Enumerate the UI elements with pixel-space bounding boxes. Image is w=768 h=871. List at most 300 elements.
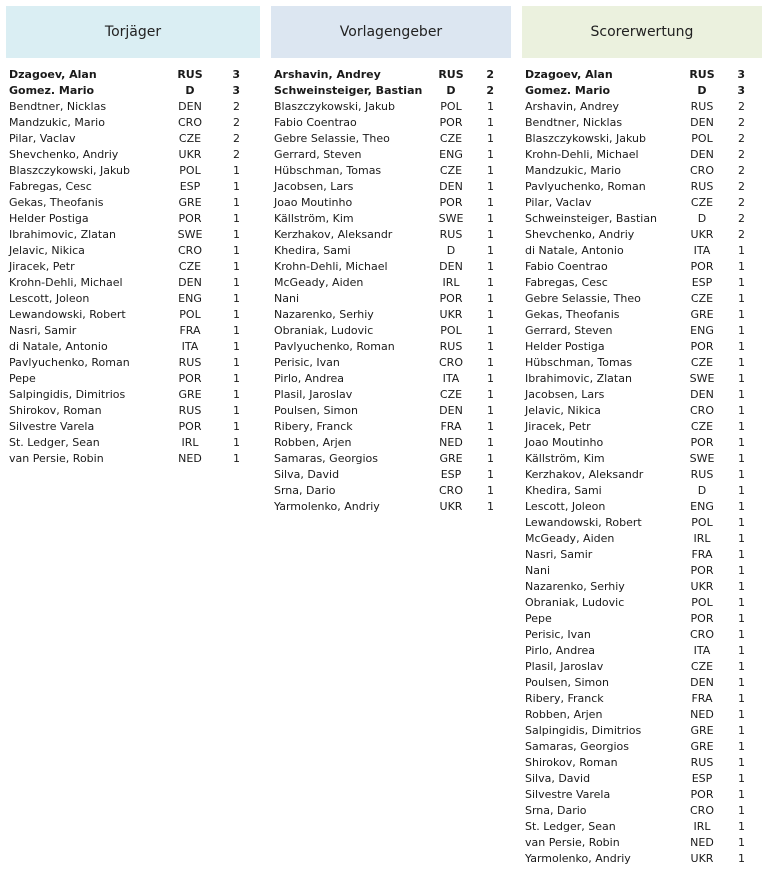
column-scorerwertung <box>522 6 762 867</box>
player-nation: RUS <box>439 228 463 241</box>
player-value: 1 <box>738 324 745 337</box>
player-nation: RUS <box>438 68 464 81</box>
player-row <box>522 243 762 259</box>
player-value: 1 <box>487 468 494 481</box>
player-row <box>522 643 762 659</box>
player-nation: DEN <box>690 388 714 401</box>
player-value: 2 <box>738 116 745 129</box>
player-name: Gebre Selassie, Theo <box>525 292 641 305</box>
player-nation: POL <box>440 100 462 113</box>
player-row <box>522 547 762 563</box>
player-row <box>271 483 511 499</box>
player-list <box>271 67 511 515</box>
player-nation: D <box>697 212 707 225</box>
player-nation: ESP <box>691 276 713 289</box>
player-row <box>522 499 762 515</box>
player-row <box>522 739 762 755</box>
player-name: Fabregas, Cesc <box>525 276 608 289</box>
player-list <box>522 67 762 867</box>
player-value: 1 <box>738 372 745 385</box>
player-row <box>522 579 762 595</box>
player-name: Khedira, Sami <box>274 244 351 257</box>
player-row <box>522 675 762 691</box>
player-nation: ITA <box>442 372 460 385</box>
player-nation: POR <box>439 196 463 209</box>
player-row <box>522 851 762 867</box>
player-nation: POR <box>178 212 202 225</box>
player-value: 1 <box>738 756 745 769</box>
player-value: 2 <box>738 148 745 161</box>
player-nation: FRA <box>691 548 713 561</box>
player-row <box>522 83 762 99</box>
player-nation: CZE <box>690 660 714 673</box>
player-name: Helder Postiga <box>9 212 89 225</box>
player-name: Pepe <box>525 612 552 625</box>
player-name: Yarmolenko, Andriy <box>525 852 631 865</box>
player-value: 1 <box>487 132 494 145</box>
player-value: 1 <box>233 420 240 433</box>
player-value: 1 <box>233 260 240 273</box>
player-value: 3 <box>232 84 240 97</box>
player-row <box>522 419 762 435</box>
player-row <box>522 659 762 675</box>
player-row <box>522 835 762 851</box>
player-value: 1 <box>738 612 745 625</box>
player-value: 1 <box>487 180 494 193</box>
player-name: Krohn-Dehli, Michael <box>9 276 123 289</box>
player-row <box>522 275 762 291</box>
player-value: 1 <box>487 116 494 129</box>
player-nation: D <box>446 244 456 257</box>
player-row <box>6 131 260 147</box>
player-name: Arshavin, Andrey <box>525 100 620 113</box>
player-row <box>6 387 260 403</box>
player-row <box>271 323 511 339</box>
player-nation: UKR <box>439 308 463 321</box>
player-nation: SWE <box>438 212 464 225</box>
player-name: Jacobsen, Lars <box>525 388 605 401</box>
player-name: Fabio Coentrao <box>274 116 357 129</box>
player-row <box>522 371 762 387</box>
player-name: Mandzukic, Mario <box>525 164 621 177</box>
player-row <box>271 67 511 83</box>
player-nation: D <box>185 84 195 97</box>
player-value: 1 <box>738 404 745 417</box>
player-row <box>522 259 762 275</box>
player-nation: POR <box>690 436 714 449</box>
player-name: Silva, David <box>274 468 340 481</box>
player-row <box>6 355 260 371</box>
player-row <box>6 83 260 99</box>
player-value: 1 <box>233 308 240 321</box>
player-nation: CZE <box>690 196 714 209</box>
player-row <box>522 467 762 483</box>
player-row <box>271 99 511 115</box>
player-nation: GRE <box>690 724 714 737</box>
player-nation: DEN <box>178 100 202 113</box>
player-row <box>271 163 511 179</box>
player-nation: RUS <box>690 180 714 193</box>
player-name: Pavlyuchenko, Roman <box>274 340 395 353</box>
player-nation: ITA <box>693 244 711 257</box>
player-nation: GRE <box>690 740 714 753</box>
player-row <box>271 291 511 307</box>
player-name: Obraniak, Ludovic <box>274 324 374 337</box>
player-nation: FRA <box>691 692 713 705</box>
player-name: Pirlo, Andrea <box>274 372 345 385</box>
player-row <box>6 323 260 339</box>
player-name: Poulsen, Simon <box>274 404 358 417</box>
player-nation: GRE <box>178 388 202 401</box>
player-nation: RUS <box>690 100 714 113</box>
player-name: Samaras, Georgios <box>525 740 630 753</box>
player-nation: RUS <box>439 340 463 353</box>
player-row <box>6 243 260 259</box>
player-row <box>522 403 762 419</box>
player-row <box>271 275 511 291</box>
player-name: Kerzhakov, Aleksandr <box>525 468 644 481</box>
player-row <box>522 163 762 179</box>
player-name: Nani <box>274 292 299 305</box>
player-nation: FRA <box>440 420 462 433</box>
player-nation: SWE <box>689 452 715 465</box>
player-name: Nazarenko, Serhiy <box>274 308 374 321</box>
player-value: 1 <box>738 436 745 449</box>
player-nation: DEN <box>439 404 463 417</box>
player-nation: GRE <box>690 308 714 321</box>
player-row <box>522 307 762 323</box>
player-nation: CZE <box>178 132 202 145</box>
player-nation: CRO <box>439 356 463 369</box>
player-nation: POR <box>690 260 714 273</box>
player-value: 1 <box>738 388 745 401</box>
player-value: 1 <box>233 228 240 241</box>
player-value: 1 <box>738 772 745 785</box>
player-name: Pilar, Vaclav <box>9 132 76 145</box>
player-nation: DEN <box>690 148 714 161</box>
player-name: Fabio Coentrao <box>525 260 608 273</box>
player-value: 2 <box>738 164 745 177</box>
player-nation: POR <box>690 788 714 801</box>
player-nation: UKR <box>690 580 714 593</box>
player-value: 3 <box>232 68 240 81</box>
player-row <box>522 211 762 227</box>
player-nation: NED <box>690 836 714 849</box>
player-name: Krohn-Dehli, Michael <box>274 260 388 273</box>
player-value: 1 <box>233 436 240 449</box>
player-name: Mandzukic, Mario <box>9 116 105 129</box>
player-value: 2 <box>738 100 745 113</box>
player-nation: D <box>697 84 707 97</box>
player-name: Blaszczykowski, Jakub <box>9 164 131 177</box>
player-row <box>6 227 260 243</box>
player-name: McGeady, Aiden <box>525 532 615 545</box>
player-name: Plasil, Jaroslav <box>525 660 604 673</box>
player-row <box>271 147 511 163</box>
player-nation: UKR <box>690 228 714 241</box>
player-name: Perisic, Ivan <box>274 356 340 369</box>
player-value: 2 <box>738 180 745 193</box>
player-value: 1 <box>738 596 745 609</box>
player-name: Gebre Selassie, Theo <box>274 132 390 145</box>
player-row <box>271 307 511 323</box>
player-value: 1 <box>487 228 494 241</box>
player-row <box>522 131 762 147</box>
player-value: 1 <box>738 852 745 865</box>
player-value: 1 <box>233 164 240 177</box>
player-nation: POL <box>691 132 713 145</box>
player-value: 2 <box>233 132 240 145</box>
player-name: Pirlo, Andrea <box>525 644 596 657</box>
player-value: 1 <box>233 292 240 305</box>
player-value: 1 <box>487 164 494 177</box>
player-row <box>271 403 511 419</box>
player-value: 1 <box>738 740 745 753</box>
player-name: Robben, Arjen <box>274 436 352 449</box>
player-name: Ribery, Franck <box>274 420 353 433</box>
player-nation: D <box>446 84 456 97</box>
player-nation: SWE <box>177 228 203 241</box>
player-name: Blaszczykowski, Jakub <box>525 132 647 145</box>
player-value: 1 <box>738 724 745 737</box>
player-nation: POR <box>439 116 463 129</box>
player-nation: NED <box>690 708 714 721</box>
player-row <box>6 371 260 387</box>
player-nation: CZE <box>178 260 202 273</box>
player-row <box>522 611 762 627</box>
player-value: 1 <box>738 260 745 273</box>
player-value: 1 <box>738 340 745 353</box>
player-nation: POL <box>691 596 713 609</box>
player-nation: CRO <box>178 244 202 257</box>
player-name: Pavlyuchenko, Roman <box>525 180 646 193</box>
player-name: Hübschman, Tomas <box>525 356 633 369</box>
player-row <box>522 819 762 835</box>
player-name: Bendtner, Nicklas <box>525 116 623 129</box>
player-nation: POL <box>179 308 201 321</box>
player-row <box>6 179 260 195</box>
player-row <box>522 147 762 163</box>
player-name: Silvestre Varela <box>525 788 611 801</box>
player-name: Källström, Kim <box>525 452 605 465</box>
player-nation: CRO <box>690 804 714 817</box>
player-row <box>271 419 511 435</box>
player-nation: CZE <box>439 388 463 401</box>
player-value: 3 <box>737 68 745 81</box>
player-row <box>6 435 260 451</box>
player-value: 1 <box>738 692 745 705</box>
player-value: 1 <box>487 196 494 209</box>
player-value: 1 <box>738 308 745 321</box>
player-nation: IRL <box>693 820 711 833</box>
player-name: Lescott, Joleon <box>9 292 90 305</box>
player-name: Gerrard, Steven <box>274 148 362 161</box>
player-name: Samaras, Georgios <box>274 452 379 465</box>
player-row <box>522 787 762 803</box>
player-name: Gerrard, Steven <box>525 324 613 337</box>
player-row <box>522 771 762 787</box>
player-row <box>271 435 511 451</box>
player-name: Pavlyuchenko, Roman <box>9 356 130 369</box>
player-value: 1 <box>738 244 745 257</box>
player-value: 1 <box>738 580 745 593</box>
player-name: van Persie, Robin <box>9 452 104 465</box>
player-name: Jacobsen, Lars <box>274 180 354 193</box>
player-nation: RUS <box>689 68 715 81</box>
player-value: 1 <box>738 548 745 561</box>
player-nation: RUS <box>690 756 714 769</box>
player-nation: RUS <box>178 404 202 417</box>
player-value: 2 <box>233 116 240 129</box>
player-name: Plasil, Jaroslav <box>274 388 353 401</box>
player-value: 2 <box>738 228 745 241</box>
player-row <box>522 355 762 371</box>
player-nation: ESP <box>691 772 713 785</box>
player-row <box>271 179 511 195</box>
player-row <box>271 371 511 387</box>
player-name: Joao Moutinho <box>274 196 353 209</box>
player-row <box>522 723 762 739</box>
player-value: 1 <box>233 196 240 209</box>
player-nation: ESP <box>440 468 462 481</box>
player-value: 1 <box>738 820 745 833</box>
player-nation: RUS <box>690 468 714 481</box>
player-name: Gomez. Mario <box>9 84 95 97</box>
column-header: Torjäger <box>6 6 260 58</box>
player-row <box>522 99 762 115</box>
player-row <box>271 243 511 259</box>
player-value: 1 <box>233 212 240 225</box>
player-value: 1 <box>233 372 240 385</box>
player-value: 1 <box>487 276 494 289</box>
player-value: 1 <box>487 260 494 273</box>
player-row <box>6 115 260 131</box>
player-value: 1 <box>487 324 494 337</box>
player-row <box>271 467 511 483</box>
player-name: Srna, Dario <box>274 484 336 497</box>
player-name: Nasri, Samir <box>9 324 77 337</box>
player-nation: ENG <box>439 148 463 161</box>
player-value: 1 <box>487 100 494 113</box>
player-name: Shirokov, Roman <box>525 756 618 769</box>
player-value: 1 <box>487 452 494 465</box>
player-nation: CRO <box>690 404 714 417</box>
player-name: Dzagoev, Alan <box>525 68 613 81</box>
player-nation: NED <box>178 452 202 465</box>
player-name: Ibrahimovic, Zlatan <box>525 372 632 385</box>
player-nation: UKR <box>178 148 202 161</box>
player-nation: CZE <box>690 292 714 305</box>
player-nation: CZE <box>690 356 714 369</box>
player-nation: IRL <box>693 532 711 545</box>
player-nation: CZE <box>690 420 714 433</box>
player-row <box>271 195 511 211</box>
player-value: 1 <box>738 804 745 817</box>
column-header: Vorlagengeber <box>271 6 511 58</box>
player-nation: UKR <box>439 500 463 513</box>
player-nation: DEN <box>439 180 463 193</box>
player-name: Silvestre Varela <box>9 420 95 433</box>
player-nation: ITA <box>181 340 199 353</box>
player-value: 1 <box>487 356 494 369</box>
player-value: 1 <box>738 708 745 721</box>
player-value: 1 <box>233 340 240 353</box>
player-row <box>522 291 762 307</box>
player-value: 1 <box>738 292 745 305</box>
player-name: Pepe <box>9 372 36 385</box>
player-value: 1 <box>738 628 745 641</box>
player-value: 1 <box>738 564 745 577</box>
player-row <box>522 179 762 195</box>
player-name: Kerzhakov, Aleksandr <box>274 228 393 241</box>
player-value: 1 <box>233 180 240 193</box>
player-name: Pilar, Vaclav <box>525 196 592 209</box>
player-row <box>271 83 511 99</box>
player-name: Yarmolenko, Andriy <box>274 500 380 513</box>
player-nation: CZE <box>439 132 463 145</box>
player-row <box>522 435 762 451</box>
player-nation: CRO <box>178 116 202 129</box>
player-row <box>6 147 260 163</box>
player-name: Shirokov, Roman <box>9 404 102 417</box>
player-row <box>6 451 260 467</box>
player-row <box>522 531 762 547</box>
player-name: Jelavic, Nikica <box>525 404 601 417</box>
player-value: 1 <box>233 244 240 257</box>
player-value: 1 <box>487 404 494 417</box>
player-row <box>6 211 260 227</box>
player-nation: ENG <box>690 500 714 513</box>
player-value: 1 <box>738 468 745 481</box>
player-row <box>522 67 762 83</box>
player-name: Lewandowski, Robert <box>525 516 642 529</box>
player-row <box>6 259 260 275</box>
player-nation: POR <box>178 372 202 385</box>
player-value: 1 <box>738 500 745 513</box>
player-row <box>522 195 762 211</box>
player-nation: POL <box>440 324 462 337</box>
player-row <box>6 403 260 419</box>
player-name: Blaszczykowski, Jakub <box>274 100 396 113</box>
player-value: 1 <box>487 372 494 385</box>
player-nation: ENG <box>690 324 714 337</box>
player-row <box>522 755 762 771</box>
player-name: Ibrahimovic, Zlatan <box>9 228 116 241</box>
player-name: Khedira, Sami <box>525 484 602 497</box>
player-value: 1 <box>738 516 745 529</box>
player-value: 1 <box>487 340 494 353</box>
player-value: 2 <box>738 196 745 209</box>
player-row <box>271 451 511 467</box>
player-row <box>271 259 511 275</box>
player-row <box>271 387 511 403</box>
player-value: 1 <box>233 404 240 417</box>
player-nation: GRE <box>439 452 463 465</box>
player-nation: RUS <box>177 68 203 81</box>
player-nation: POR <box>178 420 202 433</box>
player-name: Jiracek, Petr <box>525 420 591 433</box>
player-row <box>522 691 762 707</box>
player-name: di Natale, Antonio <box>525 244 624 257</box>
player-nation: DEN <box>690 676 714 689</box>
player-row <box>6 163 260 179</box>
player-row <box>271 131 511 147</box>
player-name: Salpingidis, Dimitrios <box>525 724 642 737</box>
player-name: Shevchenko, Andriy <box>9 148 119 161</box>
player-value: 1 <box>738 420 745 433</box>
player-value: 1 <box>738 836 745 849</box>
player-nation: SWE <box>689 372 715 385</box>
